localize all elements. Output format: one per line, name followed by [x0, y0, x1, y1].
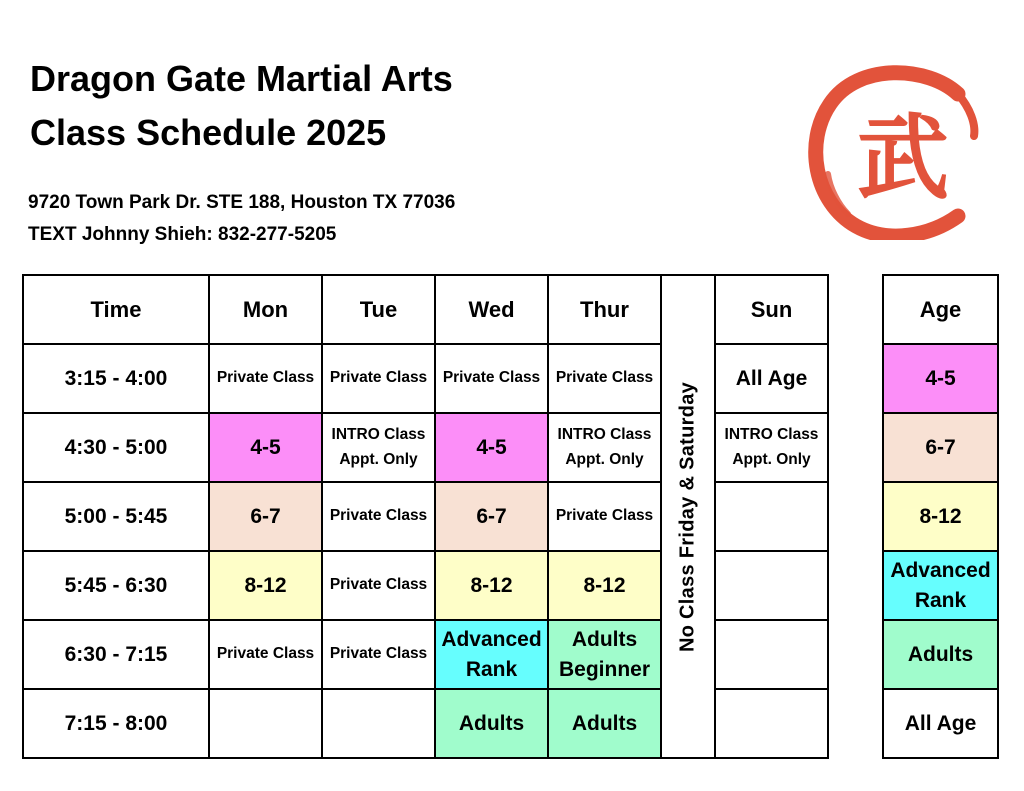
school-name: Dragon Gate Martial Arts: [30, 58, 453, 99]
time-cell: 4:30 - 5:00: [23, 413, 209, 482]
time-cell: 6:30 - 7:15: [23, 620, 209, 689]
cell-line: Adults: [571, 628, 638, 652]
age-legend-table: [882, 274, 999, 759]
class-cell: Private Class: [209, 344, 322, 413]
age-legend-row: [883, 344, 998, 413]
logo-icon: [808, 64, 980, 240]
class-cell: [715, 413, 828, 482]
age-legend-row: [883, 620, 998, 689]
class-cell: 8-12: [548, 551, 661, 620]
schedule-table: [22, 274, 829, 759]
closed-days-cell: [661, 275, 715, 758]
age-legend-row: [883, 689, 998, 758]
address: 9720 Town Park Dr. STE 188, Houston TX 77036: [28, 192, 456, 213]
header-wed: Wed: [435, 275, 548, 344]
header-thu: Thur: [548, 275, 661, 344]
class-cell: 4-5: [435, 413, 548, 482]
cell-line: Beginner: [558, 657, 650, 681]
class-cell: [322, 413, 435, 482]
age-advanced-rank: [883, 551, 998, 620]
schedule-title: Class Schedule 2025: [30, 112, 387, 153]
class-cell: Private Class: [435, 344, 548, 413]
time-cell: 5:45 - 6:30: [23, 551, 209, 620]
class-cell: Private Class: [548, 482, 661, 551]
class-cell: [548, 620, 661, 689]
class-cell: [548, 413, 661, 482]
class-cell: 8-12: [209, 551, 322, 620]
header-tue: Tue: [322, 275, 435, 344]
age-adults: Adults: [883, 620, 998, 689]
time-cell: 5:00 - 5:45: [23, 482, 209, 551]
class-cell: [715, 689, 828, 758]
header-mon: Mon: [209, 275, 322, 344]
class-cell: [715, 551, 828, 620]
cell-line: Appt. Only: [565, 450, 644, 468]
class-cell: 6-7: [209, 482, 322, 551]
age-4-5: 4-5: [883, 344, 998, 413]
cell-line: INTRO Class: [724, 426, 819, 444]
time-cell: 3:15 - 4:00: [23, 344, 209, 413]
age-all-age: All Age: [883, 689, 998, 758]
class-cell: Private Class: [322, 620, 435, 689]
class-cell: Private Class: [209, 620, 322, 689]
cell-line: INTRO Class: [331, 426, 426, 444]
class-cell: All Age: [715, 344, 828, 413]
age-legend-row: [883, 482, 998, 551]
header-sun: Sun: [715, 275, 828, 344]
age-legend-row: [883, 413, 998, 482]
age-legend-header: Age: [883, 275, 998, 344]
cell-line: Advanced: [890, 559, 991, 583]
header-time: Time: [23, 275, 209, 344]
class-cell: [715, 482, 828, 551]
cell-line: Rank: [465, 657, 518, 681]
class-cell: [322, 689, 435, 758]
class-cell: Private Class: [322, 482, 435, 551]
cell-line: Advanced: [441, 628, 542, 652]
class-cell: Adults: [548, 689, 661, 758]
age-6-7: 6-7: [883, 413, 998, 482]
class-cell: Adults: [435, 689, 548, 758]
age-legend-row: [883, 551, 998, 620]
table-header-row: [23, 275, 828, 344]
age-legend-header-row: [883, 275, 998, 344]
cell-line: Appt. Only: [339, 450, 418, 468]
class-cell: Private Class: [548, 344, 661, 413]
class-cell: [435, 620, 548, 689]
cell-line: Appt. Only: [732, 450, 811, 468]
class-cell: 4-5: [209, 413, 322, 482]
cell-line: Rank: [914, 588, 967, 612]
class-cell: 6-7: [435, 482, 548, 551]
class-cell: Private Class: [322, 551, 435, 620]
logo-character: 武: [856, 104, 950, 212]
closed-days-note: No Class Friday & Saturday: [676, 381, 699, 652]
cell-line: INTRO Class: [557, 426, 652, 444]
time-cell: 7:15 - 8:00: [23, 689, 209, 758]
class-cell: [715, 620, 828, 689]
class-cell: [209, 689, 322, 758]
class-cell: Private Class: [322, 344, 435, 413]
contact-info: TEXT Johnny Shieh: 832-277-5205: [28, 224, 337, 245]
class-cell: 8-12: [435, 551, 548, 620]
age-8-12: 8-12: [883, 482, 998, 551]
